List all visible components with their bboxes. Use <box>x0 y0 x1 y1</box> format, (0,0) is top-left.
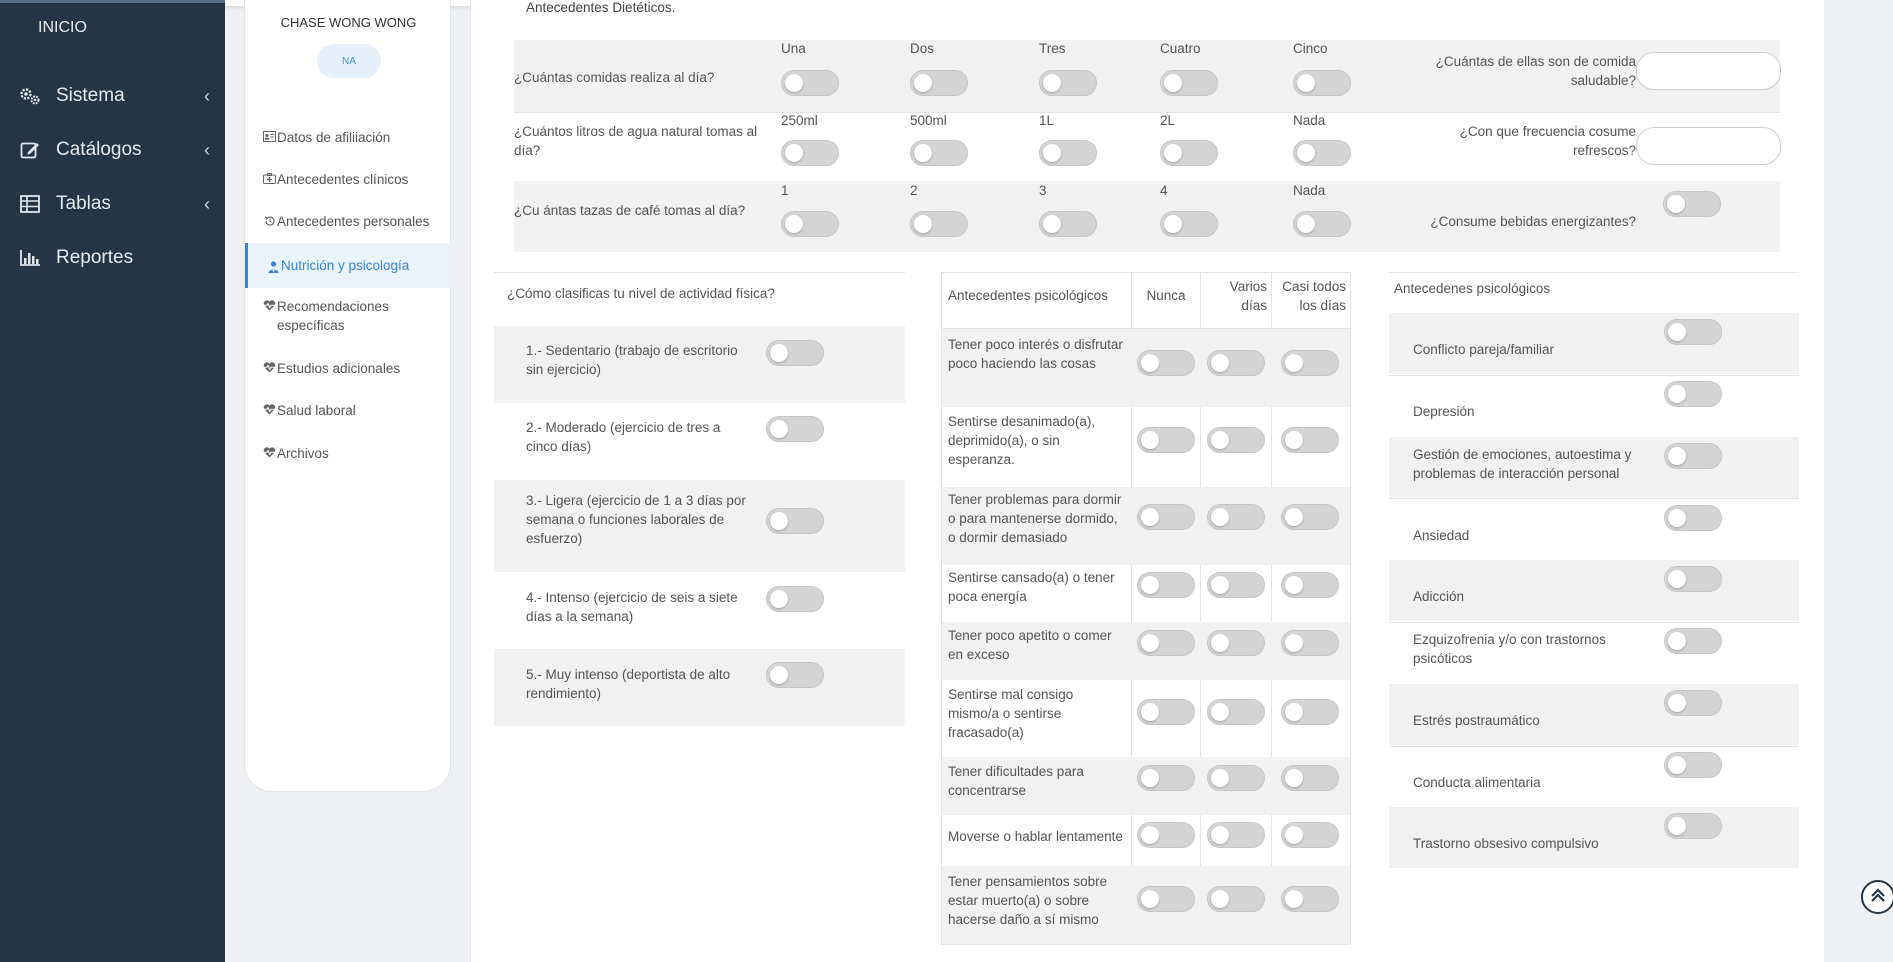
healthy-meals-label: ¿Cuántas de ellas son de comida saludable? <box>1435 54 1636 88</box>
toggle-water-nada[interactable] <box>1293 140 1351 166</box>
toggle-coffee-3[interactable] <box>1039 211 1097 237</box>
diet-section-title: Antecedentes Dietéticos. <box>526 0 676 15</box>
sidebar-item-datos-afiliacion[interactable] <box>262 128 447 147</box>
psych-question: Sentirse desanimado(a), deprimido(a), o sin esperanza. <box>948 414 1096 467</box>
toggle-ansiedad[interactable] <box>1664 505 1722 531</box>
diet-question: ¿Cu ántas tazas de café tomas al día? <box>514 203 746 218</box>
nav-item-catalogos[interactable] <box>18 135 214 165</box>
toggle-ezquizofrenia[interactable] <box>1664 628 1722 654</box>
option-label: Tres <box>1039 41 1066 56</box>
toggle-psych-1-casi[interactable] <box>1281 350 1339 376</box>
nav-item-label: Tablas <box>56 193 111 214</box>
psych-question: Tener problemas para dormir o para mantenerse dormido, o dormir demasiado <box>948 492 1122 545</box>
psych-question: Tener poco interés o disfrutar poco haciendo las cosas <box>948 337 1123 371</box>
table-border <box>941 944 1351 945</box>
option-label: 2 <box>910 183 918 198</box>
toggle-psych-2-casi[interactable] <box>1281 427 1339 453</box>
psych-list-item: Adicción <box>1413 589 1465 604</box>
toggle-psych-1-nunca[interactable] <box>1137 350 1195 376</box>
sidebar-item-label: Archivos <box>277 446 329 461</box>
sidebar-item-archivos[interactable] <box>262 444 447 463</box>
option-label: Dos <box>910 41 935 56</box>
toggle-meals-four[interactable] <box>1160 70 1218 96</box>
section-divider <box>1389 272 1799 273</box>
toggle-psych-5-casi[interactable] <box>1281 630 1339 656</box>
psych-list-item: Conducta alimentaria <box>1413 775 1541 790</box>
right-gutter <box>1824 0 1893 962</box>
nav-item-label: Reportes <box>56 247 134 268</box>
option-label: 250ml <box>781 113 818 128</box>
toggle-coffee-1[interactable] <box>781 211 839 237</box>
toggle-psych-5-varios[interactable] <box>1207 630 1265 656</box>
psych-list-item: Gestión de emociones, autoestima y problemas de interacción personal <box>1413 447 1632 481</box>
nav-inicio-link[interactable]: INICIO <box>38 19 87 36</box>
option-label: Cinco <box>1293 41 1328 56</box>
sidebar-item-label: Datos de afiliiación <box>277 130 391 145</box>
toggle-adiccion[interactable] <box>1664 566 1722 592</box>
column-header-varios-dias: Varios días <box>1229 279 1267 313</box>
toggle-psych-6-nunca[interactable] <box>1137 699 1195 725</box>
psych-list-item: Ezquizofrenia y/o con trastornos psicóticos <box>1413 632 1606 666</box>
sidebar-item-label: Estudios adicionales <box>277 361 401 376</box>
patient-badge: NA <box>317 44 381 78</box>
psych-list-item: Trastorno obsesivo compulsivo <box>1413 836 1599 851</box>
psych-question: Tener poco apetito o comer en exceso <box>948 628 1112 662</box>
sidebar-item-label: Recomendaciones específicas <box>277 299 389 333</box>
toggle-psych-8-nunca[interactable] <box>1137 822 1195 848</box>
heartbeat-icon <box>262 447 277 463</box>
toggle-meals-one[interactable] <box>781 70 839 96</box>
nav-item-label: Catálogos <box>56 139 142 160</box>
toggle-psych-3-varios[interactable] <box>1207 504 1265 530</box>
psych-list-header: Antecedenes psicológicos <box>1394 281 1551 296</box>
psych-question: Sentirse cansado(a) o tener poca energía <box>948 570 1115 604</box>
nav-item-label: Sistema <box>56 85 125 106</box>
toggle-conflicto-pareja[interactable] <box>1664 319 1722 345</box>
toggle-psych-2-varios[interactable] <box>1207 427 1265 453</box>
column-header-casi-todos: Casi todos los días <box>1282 279 1346 313</box>
toggle-conducta-alimentaria[interactable] <box>1664 752 1722 778</box>
patient-name: CHASE WONG WONG <box>280 15 417 30</box>
toggle-activity-muy-intenso[interactable] <box>766 662 824 688</box>
profile-sidebar <box>244 0 451 792</box>
soda-frequency-label: ¿Con que frecuencia cosume refrescos? <box>1459 124 1636 158</box>
gears-icon <box>18 85 42 107</box>
nav-item-sistema[interactable] <box>18 81 214 111</box>
psych-question: Tener dificultades para concentrarse <box>948 764 1084 798</box>
toggle-activity-sedentario[interactable] <box>766 340 824 366</box>
toggle-psych-4-casi[interactable] <box>1281 572 1339 598</box>
toggle-psych-6-casi[interactable] <box>1281 699 1339 725</box>
option-label: Nada <box>1293 183 1326 198</box>
option-label: 1L <box>1039 113 1055 128</box>
toggle-meals-five[interactable] <box>1293 70 1351 96</box>
toggle-water-1l[interactable] <box>1039 140 1097 166</box>
id-card-icon <box>262 131 277 147</box>
activity-option-label: 3.- Ligera (ejercicio de 1 a 3 días por semana o funciones laborales de esfuerzo) <box>526 493 746 546</box>
psych-question: Tener pensamientos sobre estar muerto(a) o sobre hacerse daño a sí mismo <box>948 874 1108 927</box>
psych-question: Moverse o hablar lentamente <box>948 829 1123 844</box>
chevron-left-icon: ‹ <box>204 85 210 106</box>
toggle-activity-moderado[interactable] <box>766 416 824 442</box>
toggle-coffee-nada[interactable] <box>1293 211 1351 237</box>
activity-option-label: 4.- Intenso (ejercicio de seis a siete días a la semana) <box>526 590 738 624</box>
row-divider <box>1389 746 1799 747</box>
activity-header: ¿Cómo clasificas tu nivel de actividad física? <box>507 286 775 301</box>
bar-chart-icon <box>18 247 42 269</box>
toggle-psych-7-varios[interactable] <box>1207 765 1265 791</box>
soda-frequency-input[interactable] <box>1636 127 1781 165</box>
sidebar-item-antecedentes-personales[interactable] <box>262 212 447 231</box>
toggle-activity-intenso[interactable] <box>766 586 824 612</box>
option-label: 1 <box>781 183 789 198</box>
heartbeat-icon <box>262 300 277 335</box>
toggle-water-500ml[interactable] <box>910 140 968 166</box>
toggle-coffee-2[interactable] <box>910 211 968 237</box>
diet-question: ¿Cuántos litros de agua natural tomas al día? <box>514 124 758 158</box>
option-label: 3 <box>1039 183 1047 198</box>
toggle-estres-postraumatico[interactable] <box>1664 690 1722 716</box>
chevron-left-icon: ‹ <box>204 193 210 214</box>
toggle-meals-three[interactable] <box>1039 70 1097 96</box>
psych-table-header: Antecedentes psicológicos <box>948 288 1108 303</box>
nav-top-strip <box>0 0 225 3</box>
toggle-psych-7-casi[interactable] <box>1281 765 1339 791</box>
option-label: 500ml <box>910 113 947 128</box>
sidebar-item-label: Nutrición y psicología <box>281 258 410 273</box>
toggle-depresion[interactable] <box>1664 381 1722 407</box>
sidebar-item-label: Antecedentes personales <box>277 214 430 229</box>
medkit-icon <box>262 173 277 189</box>
toggle-psych-3-nunca[interactable] <box>1137 504 1195 530</box>
row-divider <box>1389 622 1799 623</box>
activity-option-label: 5.- Muy intenso (deportista de alto rendimiento) <box>526 667 731 701</box>
sidebar-item-salud-laboral[interactable] <box>262 401 447 420</box>
sidebar-item-label: Salud laboral <box>277 403 356 418</box>
row-divider <box>514 112 1780 113</box>
edit-icon <box>18 139 42 161</box>
psych-list-item: Conflicto pareja/familiar <box>1413 342 1555 357</box>
toggle-psych-9-nunca[interactable] <box>1137 886 1195 912</box>
psych-list-item: Depresión <box>1413 404 1475 419</box>
toggle-water-250ml[interactable] <box>781 140 839 166</box>
psych-question: Sentirse mal consigo mismo/a o sentirse fracasado(a) <box>948 687 1074 740</box>
toggle-psych-4-varios[interactable] <box>1207 572 1265 598</box>
toggle-psych-4-nunca[interactable] <box>1137 572 1195 598</box>
section-divider <box>494 272 905 273</box>
nav-item-reportes[interactable] <box>18 243 214 273</box>
scroll-to-top-button[interactable] <box>1861 880 1893 914</box>
toggle-psych-3-casi[interactable] <box>1281 504 1339 530</box>
toggle-psych-6-varios[interactable] <box>1207 699 1265 725</box>
psych-list-item: Ansiedad <box>1413 528 1470 543</box>
energy-drinks-label: ¿Consume bebidas energizantes? <box>1430 214 1636 229</box>
toggle-psych-9-varios[interactable] <box>1207 886 1265 912</box>
chevron-left-icon: ‹ <box>204 139 210 160</box>
activity-option-label: 2.- Moderado (ejercicio de tres a cinco días) <box>526 420 721 454</box>
toggle-water-2l[interactable] <box>1160 140 1218 166</box>
nav-item-tablas[interactable] <box>18 189 214 219</box>
column-header-nunca: Nunca <box>1146 288 1186 303</box>
toggle-psych-5-nunca[interactable] <box>1137 630 1195 656</box>
healthy-meals-input[interactable] <box>1636 52 1781 90</box>
toggle-psych-2-nunca[interactable] <box>1137 427 1195 453</box>
toggle-psych-8-varios[interactable] <box>1207 822 1265 848</box>
sidebar-item-antecedentes-clinicos[interactable] <box>262 170 447 189</box>
toggle-psych-7-nunca[interactable] <box>1137 765 1195 791</box>
main-navigation <box>0 0 225 962</box>
toggle-coffee-4[interactable] <box>1160 211 1218 237</box>
table-border <box>941 272 1351 273</box>
sidebar-item-estudios-adicionales[interactable] <box>262 359 447 378</box>
heartbeat-icon <box>262 404 277 420</box>
option-label: Una <box>781 41 806 56</box>
toggle-meals-two[interactable] <box>910 70 968 96</box>
toggle-energy-drinks[interactable] <box>1663 191 1721 217</box>
diet-question: ¿Cuántas comidas realiza al día? <box>514 70 715 85</box>
sidebar-item-recomendaciones[interactable] <box>262 297 447 335</box>
sidebar-item-label: Antecedentes clínicos <box>277 172 409 187</box>
row-divider <box>1389 375 1799 376</box>
table-border <box>1350 272 1351 945</box>
row-divider <box>1389 498 1799 499</box>
activity-option-label: 1.- Sedentario (trabajo de escritorio sin ejercicio) <box>526 343 738 377</box>
option-label: Cuatro <box>1160 41 1201 56</box>
toggle-psych-1-varios[interactable] <box>1207 350 1265 376</box>
option-label: 4 <box>1160 183 1168 198</box>
double-chevron-up-icon <box>1868 885 1888 910</box>
heartbeat-icon <box>262 362 277 378</box>
option-label: 2L <box>1160 113 1176 128</box>
toggle-activity-ligera[interactable] <box>766 508 824 534</box>
psych-list-item: Estrés postraumático <box>1413 713 1540 728</box>
toggle-toc[interactable] <box>1664 813 1722 839</box>
toggle-gestion-emociones[interactable] <box>1664 443 1722 469</box>
history-icon <box>262 215 277 231</box>
user-doctor-icon <box>266 261 281 273</box>
sidebar-item-nutricion-psicologia[interactable] <box>245 243 451 288</box>
toggle-psych-9-casi[interactable] <box>1281 886 1339 912</box>
option-label: Nada <box>1293 113 1326 128</box>
toggle-psych-8-casi[interactable] <box>1281 822 1339 848</box>
table-icon <box>18 193 42 215</box>
